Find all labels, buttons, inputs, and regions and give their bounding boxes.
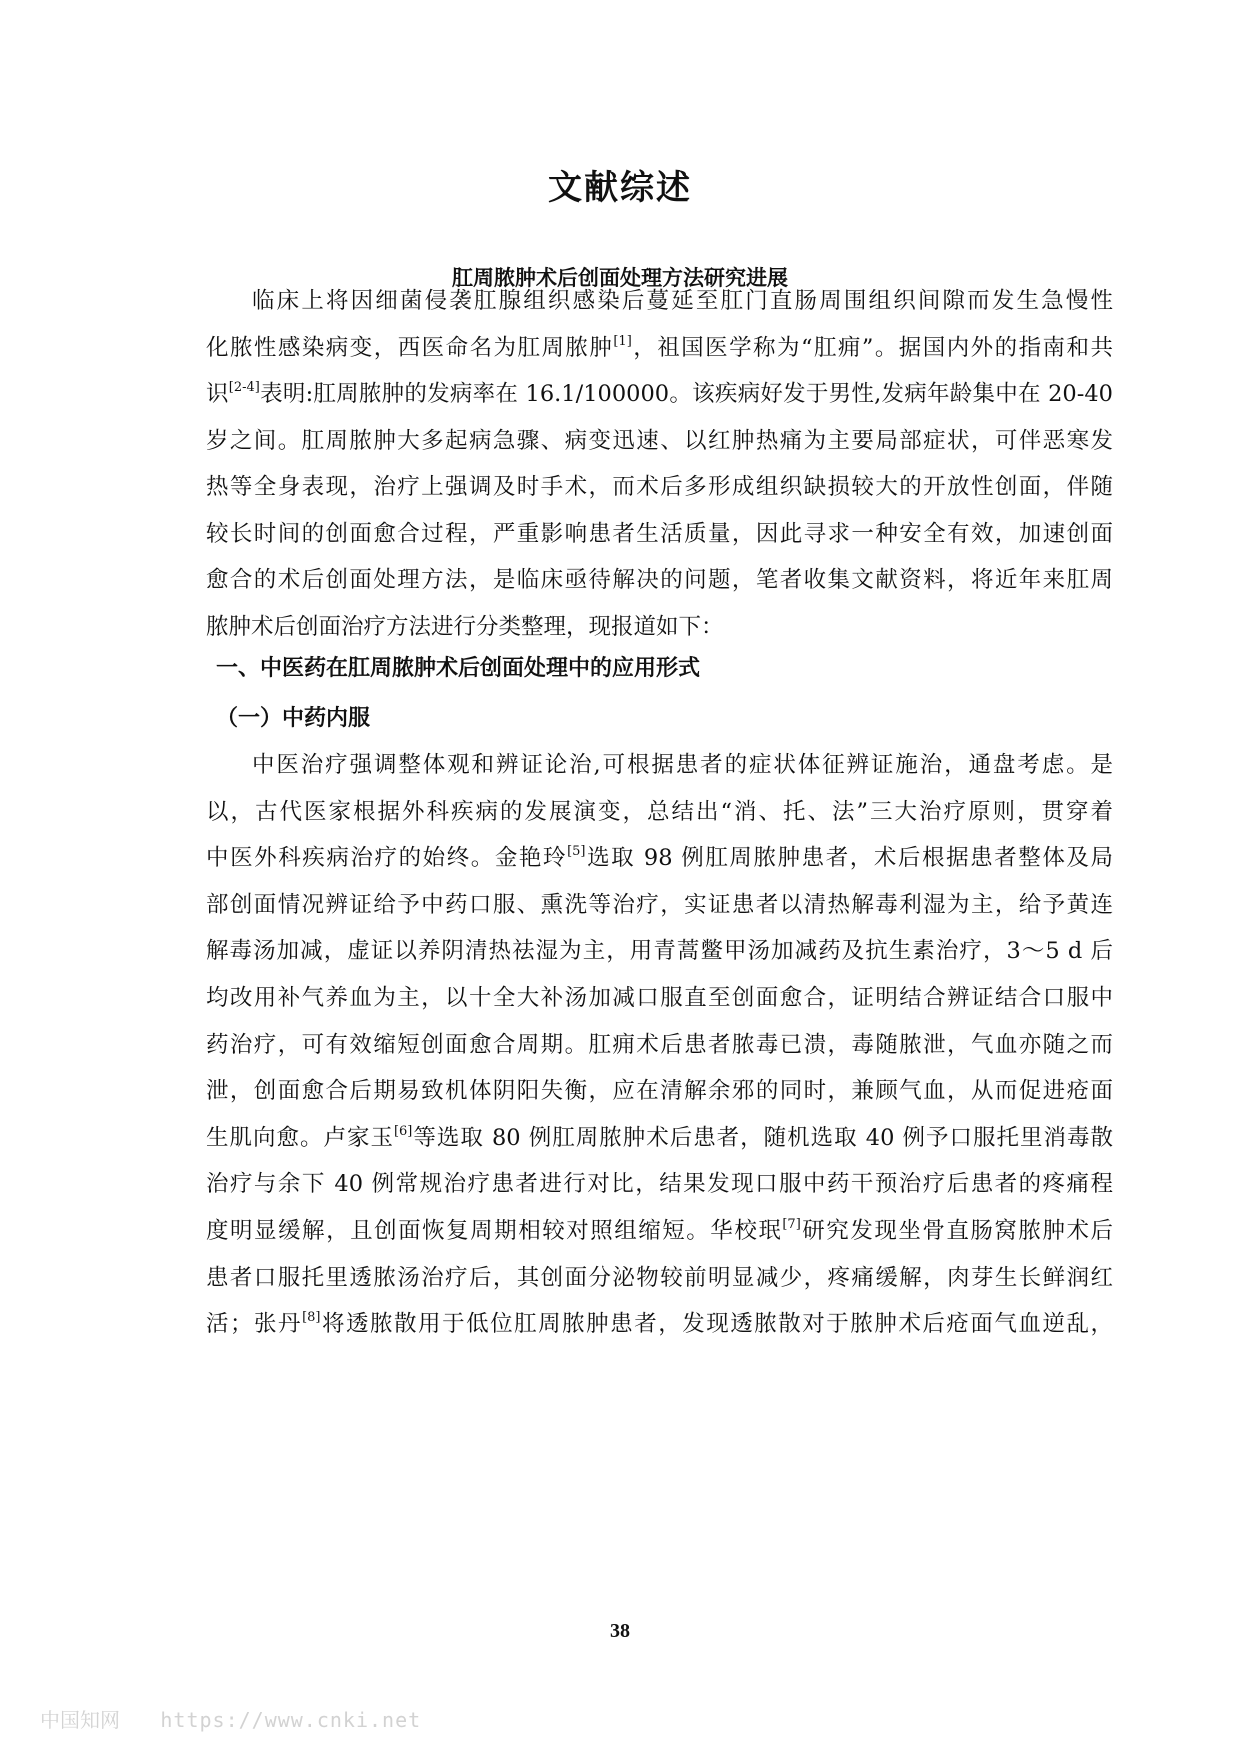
article-title: 肛周脓肿术后创面处理方法研究进展: [452, 266, 788, 290]
text-run: 部创面情况辨证给予中药口服、熏洗等治疗，实证患者以清热解毒利湿为主，给予黄连: [206, 891, 1113, 918]
text-run: 表明:肛周脓肿的发病率在 16.1/100000。该疾病好发于男性,发病年龄集中在 20-40: [259, 381, 1113, 407]
text-run: 以，古代医家根据外科疾病的发展演变，总结出“消、托、法”三大治疗原则，贯穿着: [206, 798, 1113, 825]
text-run: 患者口服托里透脓汤治疗后，其创面分泌物较前明显减少，疼痛缓解，肉芽生长鲜润红: [206, 1264, 1113, 1291]
text-line: [206, 426, 1113, 456]
text-run: 等选取 80 例肛周脓肿术后患者，随机选取 40 例予口服托里消毒散: [412, 1124, 1113, 1151]
text-run: 活；张丹: [206, 1311, 303, 1338]
section-title: 文献综述: [548, 168, 692, 208]
text-run: 识: [206, 381, 229, 407]
text-run: 治疗与余下 40 例常规治疗患者进行对比，结果发现口服中药干预治疗后患者的疼痛程: [206, 1171, 1113, 1198]
text-line: [206, 1263, 1113, 1293]
text-run: 选取 98 例肛周脓肿患者，术后根据患者整体及局: [585, 845, 1113, 872]
text-line: [206, 519, 1113, 549]
citation-ref: [1]: [613, 333, 632, 349]
text-run: 解毒汤加减，虚证以养阴清热祛湿为主，用青蒿鳖甲汤加减药及抗生素治疗，3～5 d 后: [206, 938, 1113, 965]
text-run: 热等全身表现，治疗上强调及时手术，而术后多形成组织缺损较大的开放性创面，伴随: [206, 474, 1113, 500]
text-line: [206, 1169, 1113, 1199]
text-line: [206, 1216, 1113, 1246]
text-line: [206, 890, 1113, 920]
text-line: [206, 1076, 1113, 1106]
citation-ref: [7]: [782, 1217, 801, 1232]
citation-ref: [6]: [393, 1123, 413, 1139]
text-line: [206, 983, 1113, 1013]
text-run: 度明显缓解，且创面恢复周期相较对照组缩短。华校珉: [206, 1218, 783, 1244]
text-run: 临床上将因细菌侵袭肛腺组织感染后蔓延至肛门直肠周围组织间隙而发生急慢性: [252, 288, 1113, 314]
text-line: [206, 1309, 1113, 1339]
text-run: 较长时间的创面愈合过程，严重影响患者生活质量，因此寻求一种安全有效，加速创面: [206, 520, 1113, 547]
text-run: 将透脓散用于低位肛周脓肿患者，发现透脓散对于脓肿术后疮面气血逆乱，: [320, 1311, 1113, 1338]
watermark-url: https://www.cnki.net: [160, 1708, 422, 1732]
text-line: [252, 750, 1113, 780]
text-line: [206, 612, 724, 642]
text-run: 生肌向愈。卢家玉: [206, 1124, 394, 1151]
text-run: 均改用补气养血为主，以十全大补汤加减口服直至创面愈合，证明结合辨证结合口服中: [206, 985, 1113, 1011]
text-line: [206, 472, 1113, 502]
citation-ref: [8]: [302, 1310, 321, 1326]
text-line: [206, 333, 1113, 363]
text-line: [206, 797, 1113, 827]
text-run: 岁之间。肛周脓肿大多起病急骤、病变迅速、以红肿热痛为主要局部症状，可伴恶寒发: [206, 427, 1113, 454]
text-run: 脓肿术后创面治疗方法进行分类整理，现报道如下：: [206, 613, 724, 640]
watermark: [40, 1704, 421, 1733]
citation-ref: [2-4]: [228, 380, 260, 395]
citation-ref: [5]: [567, 844, 586, 860]
page-number: 38: [610, 1620, 630, 1642]
text-run: 中医外科疾病治疗的始终。金艳玲: [206, 845, 568, 872]
text-line: [206, 1030, 1113, 1060]
text-line: [206, 565, 1113, 595]
text-line: [252, 286, 1113, 316]
text-run: 泄，创面愈合后期易致机体阴阳失衡，应在清解余邪的同时，兼顾气血，从而促进疮面: [206, 1078, 1113, 1105]
text-run: 中医治疗强调整体观和辨证论治,可根据患者的症状体征辨证施治，通盘考虑。是: [252, 752, 1113, 778]
text-run: 药治疗，可有效缩短创面愈合周期。肛痈术后患者脓毒已溃，毒随脓泄，气血亦随之而: [206, 1031, 1113, 1058]
watermark-site-name: 中国知网: [40, 1708, 120, 1732]
text-line: [206, 1123, 1113, 1153]
text-run: 研究发现坐骨直肠窝脓肿术后: [800, 1218, 1113, 1244]
text-line: [206, 843, 1113, 873]
section-heading-1: 一、中医药在肛周脓肿术后创面处理中的应用形式: [216, 656, 701, 681]
text-line: [206, 936, 1113, 966]
text-run: 化脓性感染病变，西医命名为肛周脓肿: [206, 334, 614, 361]
text-line: [206, 379, 1113, 409]
text-run: 愈合的术后创面处理方法，是临床亟待解决的问题，笔者收集文献资料，将近年来肛周: [206, 567, 1113, 593]
subsection-heading-1: （一）中药内服: [216, 706, 371, 731]
text-run: ，祖国医学称为“肛痈”。据国内外的指南和共: [631, 334, 1113, 361]
